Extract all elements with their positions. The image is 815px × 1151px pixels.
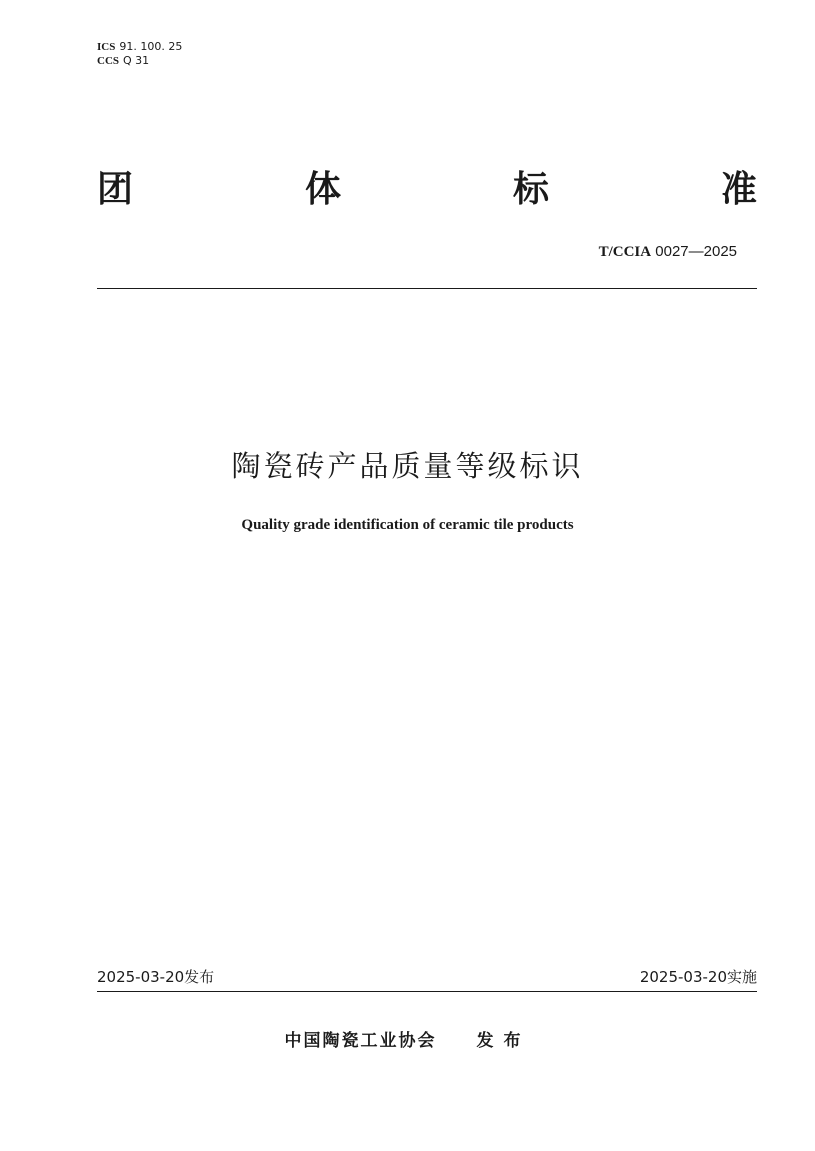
bottom-divider <box>97 991 757 992</box>
top-divider <box>97 288 757 289</box>
ics-label: ICS <box>97 41 116 53</box>
standard-type-char: 标 <box>512 169 549 210</box>
issue-date: 2025-03-20发布 <box>97 968 215 986</box>
standard-number-value: 0027—2025 <box>651 243 737 260</box>
standard-type-char: 团 <box>97 169 134 210</box>
ccs-value: Q 31 <box>123 54 150 67</box>
document-title-chinese: 陶瓷砖产品质量等级标识 <box>231 449 584 483</box>
standard-number-prefix: T/CCIA <box>598 244 652 260</box>
publisher-line <box>0 1026 815 1051</box>
document-title-english: Quality grade identification of ceramic tile products <box>241 517 574 533</box>
standard-type-char: 准 <box>720 169 757 210</box>
publisher-action: 发布 <box>476 1031 531 1051</box>
standard-type-heading <box>97 165 757 215</box>
implementation-date: 2025-03-20实施 <box>639 968 757 986</box>
publisher-organization: 中国陶瓷工业协会 <box>284 1031 437 1051</box>
ccs-code <box>97 54 182 68</box>
standard-number <box>599 242 737 261</box>
ccs-label: CCS <box>97 55 120 67</box>
ics-value: 91. 100. 25 <box>119 40 183 53</box>
standard-type-char: 体 <box>304 169 341 210</box>
ics-code <box>97 40 182 54</box>
classification-codes <box>97 40 182 68</box>
